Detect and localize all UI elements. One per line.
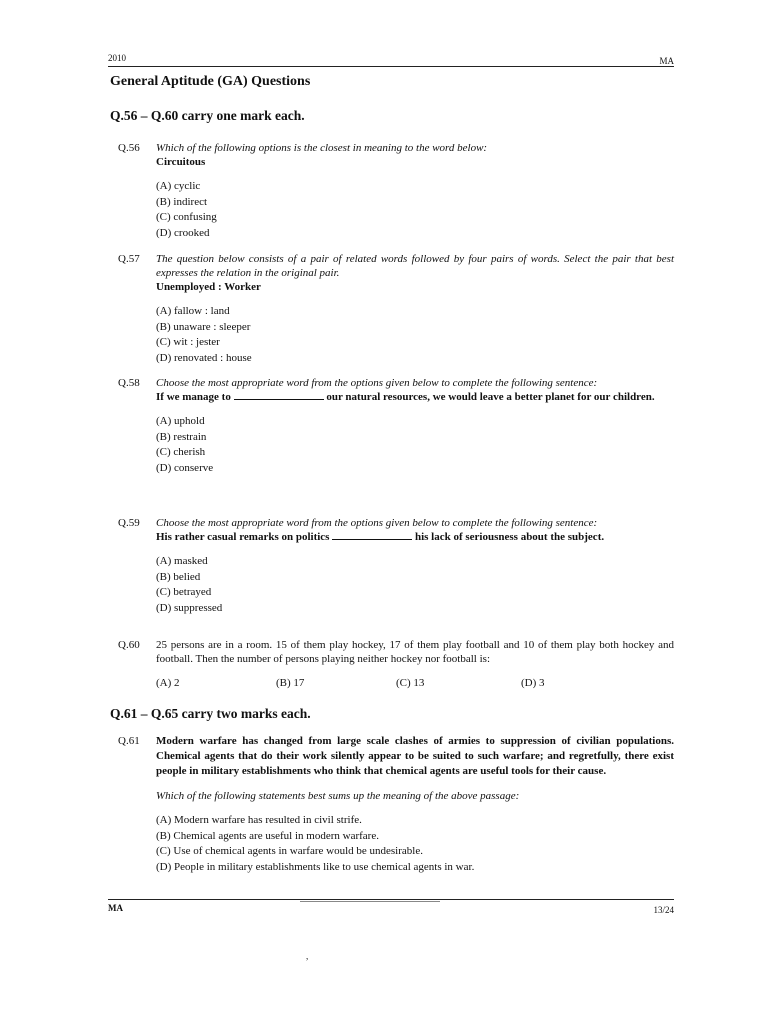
option-b: (B) restrain — [156, 430, 207, 443]
group1-title: Q.56 – Q.60 carry one mark each. — [110, 108, 305, 123]
option-c: (C) cherish — [156, 446, 206, 458]
option-b: (B) 17 — [276, 677, 305, 689]
footer-paper-code: MA — [108, 903, 123, 913]
answer-blank — [332, 530, 412, 540]
option-b: (B) belied — [156, 570, 201, 583]
option-list — [156, 414, 674, 476]
question-instruction: The question below consists of a pair of related words followed by four pairs of words. Select the pair that best expresses the relation in the original pair. — [156, 253, 674, 279]
stem-before-blank: If we manage to — [156, 391, 231, 403]
option-row — [156, 676, 674, 692]
question-number: Q.61 — [118, 735, 140, 747]
option-d: (D) renovated : house — [156, 351, 252, 364]
header-rule — [108, 66, 674, 67]
stem-after-blank: our natural resources, we would leave a better planet for our children. — [326, 391, 655, 403]
option-d: (D) conserve — [156, 461, 214, 474]
question-passage: Modern warfare has changed from large scale clashes of armies to suppression of civilian populations. Chemical agents that do their work silently appear to be suited to such warfare; and regretfully, there exist people in military establishments who think that chemical agents are useful tools for their cause. — [156, 735, 674, 777]
header-paper-code: MA — [659, 56, 674, 66]
question-57 — [118, 252, 674, 366]
question-stem — [156, 530, 674, 544]
question-number: Q.60 — [118, 639, 140, 651]
option-b: (B) unaware : sleeper — [156, 320, 251, 333]
question-number: Q.58 — [118, 377, 140, 389]
option-a: (A) cyclic — [156, 180, 201, 192]
option-d: (D) crooked — [156, 226, 210, 239]
question-number: Q.57 — [118, 253, 140, 265]
header-year: 2010 — [108, 53, 126, 63]
group2-title: Q.61 – Q.65 carry two marks each. — [110, 706, 311, 721]
footer-rule — [108, 899, 674, 900]
option-a: (A) Modern warfare has resulted in civil strife. — [156, 814, 362, 826]
footer-rule-secondary — [300, 901, 440, 902]
answer-blank — [234, 390, 324, 400]
option-list — [156, 813, 674, 875]
option-a: (A) masked — [156, 555, 208, 567]
question-word: Circuitous — [156, 156, 206, 168]
question-instruction: Choose the most appropriate word from the options given below to complete the following sentence: — [156, 517, 598, 529]
question-59 — [118, 516, 674, 616]
option-c: (C) wit : jester — [156, 336, 220, 348]
stem-before-blank: His rather casual remarks on politics — [156, 531, 330, 543]
question-number: Q.59 — [118, 517, 140, 529]
option-d: (D) People in military establishments like to use chemical agents in war. — [156, 860, 475, 873]
question-number: Q.56 — [118, 142, 140, 154]
option-a: (A) uphold — [156, 415, 205, 427]
question-56 — [118, 141, 674, 241]
section-title: General Aptitude (GA) Questions — [110, 74, 311, 89]
option-c: (C) betrayed — [156, 586, 212, 598]
option-list — [156, 554, 674, 616]
option-list — [156, 179, 674, 241]
question-word-pair: Unemployed : Worker — [156, 281, 261, 293]
question-instruction: Choose the most appropriate word from the options given below to complete the following sentence: — [156, 377, 598, 389]
question-61 — [118, 734, 674, 875]
scan-speck: , — [306, 951, 309, 961]
option-list — [156, 304, 674, 366]
question-58 — [118, 376, 674, 476]
option-d: (D) suppressed — [156, 601, 223, 614]
option-a: (A) 2 — [156, 677, 180, 689]
option-b: (B) indirect — [156, 195, 208, 208]
question-stem — [156, 390, 674, 404]
option-c: (C) 13 — [396, 677, 425, 689]
question-60 — [118, 638, 674, 692]
option-c: (C) confusing — [156, 211, 217, 223]
question-text: 25 persons are in a room. 15 of them play hockey, 17 of them play football and 10 of them play both hockey and football. Then the number of persons playing neither hockey nor football is: — [156, 639, 674, 665]
question-prompt: Which of the following statements best sums up the meaning of the above passage: — [156, 790, 520, 802]
option-b: (B) Chemical agents are useful in modern warfare. — [156, 829, 379, 842]
option-c: (C) Use of chemical agents in warfare would be undesirable. — [156, 845, 423, 857]
question-instruction: Which of the following options is the closest in meaning to the word below: — [156, 142, 488, 154]
option-a: (A) fallow : land — [156, 305, 230, 317]
footer-page-number: 13/24 — [653, 905, 674, 915]
option-d: (D) 3 — [521, 677, 545, 689]
stem-after-blank: his lack of seriousness about the subject. — [414, 531, 605, 543]
